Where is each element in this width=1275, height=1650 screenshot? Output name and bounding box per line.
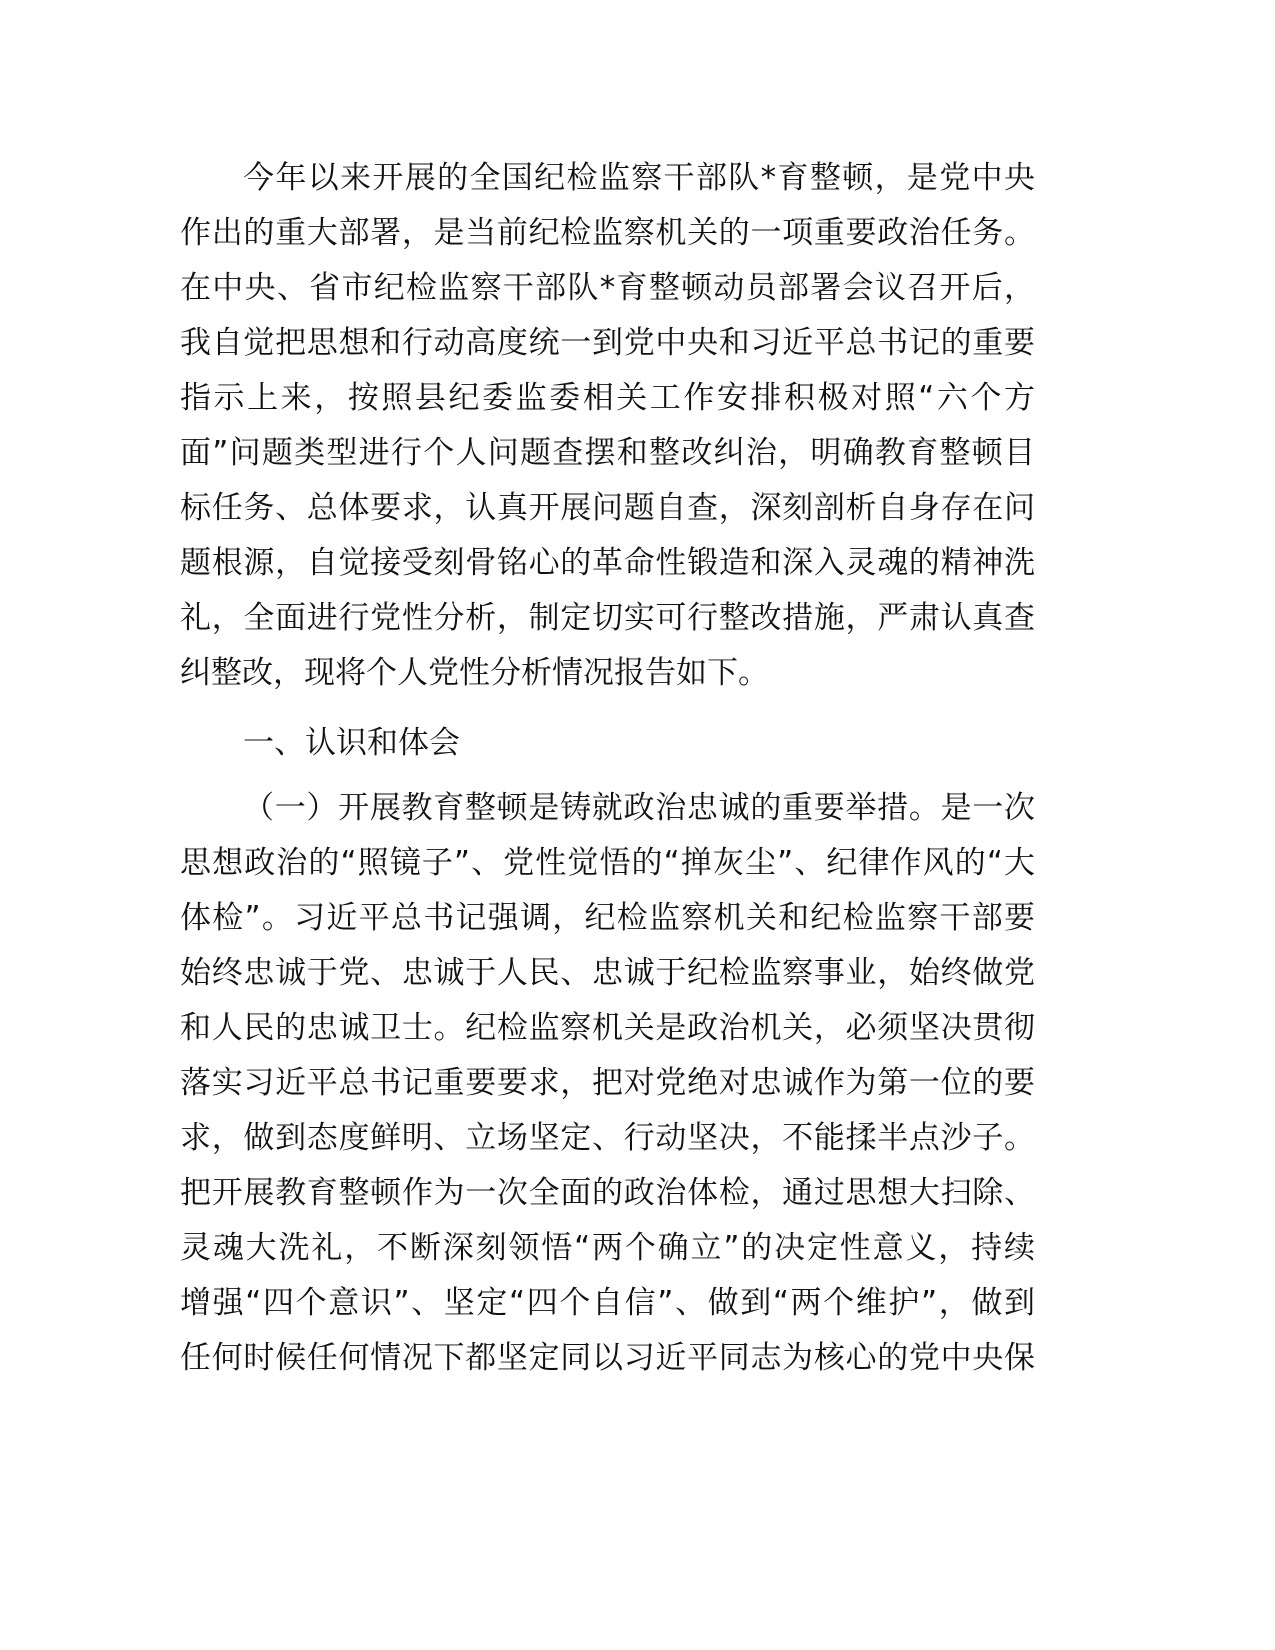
paragraph-2-line: 和人民的忠诚卫士。纪检监察机关是政治机关，必须坚决贯彻 [180,1010,1035,1046]
paragraph-2-line: 任何时候任何情况下都坚定同以习近平同志为核心的党中央保 [180,1340,1035,1376]
paragraph-2-line: 始终忠诚于党、忠诚于人民、忠诚于纪检监察事业，始终做党 [180,955,1035,991]
section-heading: 一、认识和体会 [243,725,460,761]
paragraph-1-line: 我自觉把思想和行动高度统一到党中央和习近平总书记的重要 [180,325,1035,361]
paragraph-2-line: 增强“四个意识”、坚定“四个自信”、做到“两个维护”，做到 [180,1285,1035,1321]
paragraph-2-line: （一）开展教育整顿是铸就政治忠诚的重要举措。是一次 [243,790,1035,826]
paragraph-2-line: 求，做到态度鲜明、立场坚定、行动坚决，不能揉半点沙子。 [180,1120,1035,1156]
paragraph-2-line: 把开展教育整顿作为一次全面的政治体检，通过思想大扫除、 [180,1175,1035,1211]
paragraph-1-line: 标任务、总体要求，认真开展问题自查，深刻剖析自身存在问 [180,490,1035,526]
paragraph-1-line: 作出的重大部署，是当前纪检监察机关的一项重要政治任务。 [180,215,1035,251]
paragraph-1-line: 题根源，自觉接受刻骨铭心的革命性锻造和深入灵魂的精神洗 [180,545,1035,581]
paragraph-2-line: 落实习近平总书记重要要求，把对党绝对忠诚作为第一位的要 [180,1065,1035,1101]
paragraph-1-line: 纠整改，现将个人党性分析情况报告如下。 [180,655,769,691]
paragraph-1-line: 今年以来开展的全国纪检监察干部队*育整顿，是党中央 [243,160,1035,196]
paragraph-1-line: 礼，全面进行党性分析，制定切实可行整改措施，严肃认真查 [180,600,1035,636]
paragraph-2-line: 体检”。习近平总书记强调，纪检监察机关和纪检监察干部要 [180,900,1035,936]
paragraph-1-line: 指示上来，按照县纪委监委相关工作安排积极对照“六个方 [180,380,1035,416]
paragraph-2-line: 灵魂大洗礼，不断深刻领悟“两个确立”的决定性意义，持续 [180,1230,1035,1266]
paragraph-1-line: 面”问题类型进行个人问题查摆和整改纠治，明确教育整顿目 [180,435,1035,471]
paragraph-2-line: 思想政治的“照镜子”、党性觉悟的“掸灰尘”、纪律作风的“大 [180,845,1035,881]
paragraph-1-line: 在中央、省市纪检监察干部队*育整顿动员部署会议召开后， [180,270,1035,306]
